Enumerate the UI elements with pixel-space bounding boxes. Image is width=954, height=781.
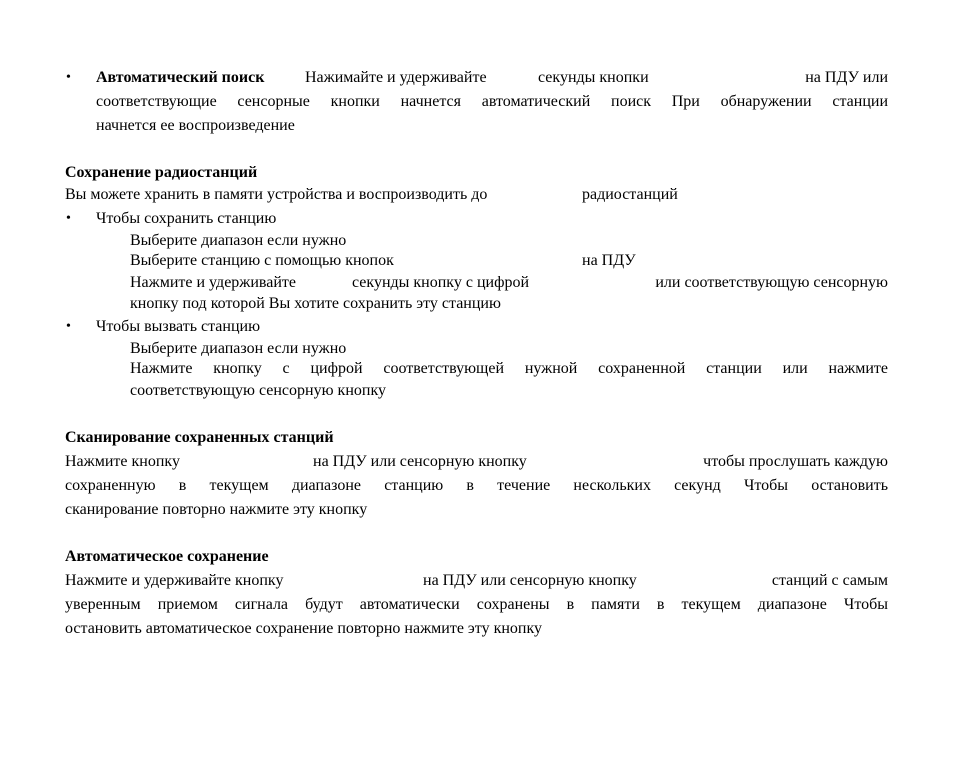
scan-line1-a: Нажмите кнопку (65, 453, 180, 470)
recall-step2-line1: Нажмите кнопку с цифрой соответствующей нужной сохраненной станции или нажмите (130, 360, 888, 377)
auto-save-heading: Автоматическое сохранение (65, 548, 269, 565)
scan-line1-c: чтобы прослушать каждую (703, 453, 888, 470)
save-station-title: Чтобы сохранить станцию (96, 210, 277, 227)
recall-step1: Выберите диапазон если нужно (130, 340, 347, 357)
auto-search-body (96, 90, 888, 138)
save-step3-line1-b: секунды кнопку с цифрой (352, 274, 529, 291)
save-stations-intro-a: Вы можете хранить в памяти устройства и воспроизводить до (65, 186, 488, 203)
auto-search-line1-a: Нажимайте и удерживайте (305, 69, 487, 86)
scan-body (65, 474, 888, 522)
auto-search-line2: соответствующие сенсорные кнопки начнется автоматический поиск При обнаружении станции (96, 93, 888, 110)
auto-search-line3: начнется ее воспроизведение (96, 117, 295, 134)
save-step3-line2: кнопку под которой Вы хотите сохранить эту станцию (130, 295, 501, 312)
save-stations-intro-b: радиостанций (582, 186, 678, 203)
auto-save-body (65, 593, 888, 641)
save-step3-line1-c: или соответствующую сенсорную (655, 274, 888, 291)
auto-save-line1-c: станций с самым (771, 572, 888, 589)
bullet-icon: • (66, 211, 71, 226)
recall-station-title: Чтобы вызвать станцию (96, 318, 261, 335)
bullet-icon: • (66, 70, 71, 85)
scan-line2: сохраненную в текущем диапазоне станцию в течение нескольких секунд Чтобы остановить (65, 477, 888, 494)
auto-save-line2: уверенным приемом сигнала будут автоматически сохранены в памяти в текущем диапазоне Чтобы (65, 596, 888, 613)
auto-search-line1-b: секунды кнопки (538, 69, 649, 86)
scan-line3: сканирование повторно нажмите эту кнопку (65, 501, 368, 518)
scan-stations-heading: Сканирование сохраненных станций (65, 429, 334, 446)
recall-step2 (130, 358, 888, 402)
save-step2-b: на ПДУ (582, 252, 636, 269)
auto-save-line1-b: на ПДУ или сенсорную кнопку (423, 572, 637, 589)
save-step3-line1-a: Нажмите и удерживайте (130, 274, 297, 291)
auto-search-title: Автоматический поиск (96, 69, 265, 86)
save-step2-a: Выберите станцию с помощью кнопок (130, 252, 394, 269)
bullet-icon: • (66, 319, 71, 334)
auto-save-line1-a: Нажмите и удерживайте кнопку (65, 572, 284, 589)
scan-line1-b: на ПДУ или сенсорную кнопку (313, 453, 527, 470)
save-step1: Выберите диапазон если нужно (130, 232, 347, 249)
auto-save-line3: остановить автоматическое сохранение повторно нажмите эту кнопку (65, 620, 543, 637)
save-stations-heading: Сохранение радиостанций (65, 164, 258, 181)
recall-step2-line2: соответствующую сенсорную кнопку (130, 382, 386, 399)
auto-search-line1-c: на ПДУ или (805, 69, 888, 86)
